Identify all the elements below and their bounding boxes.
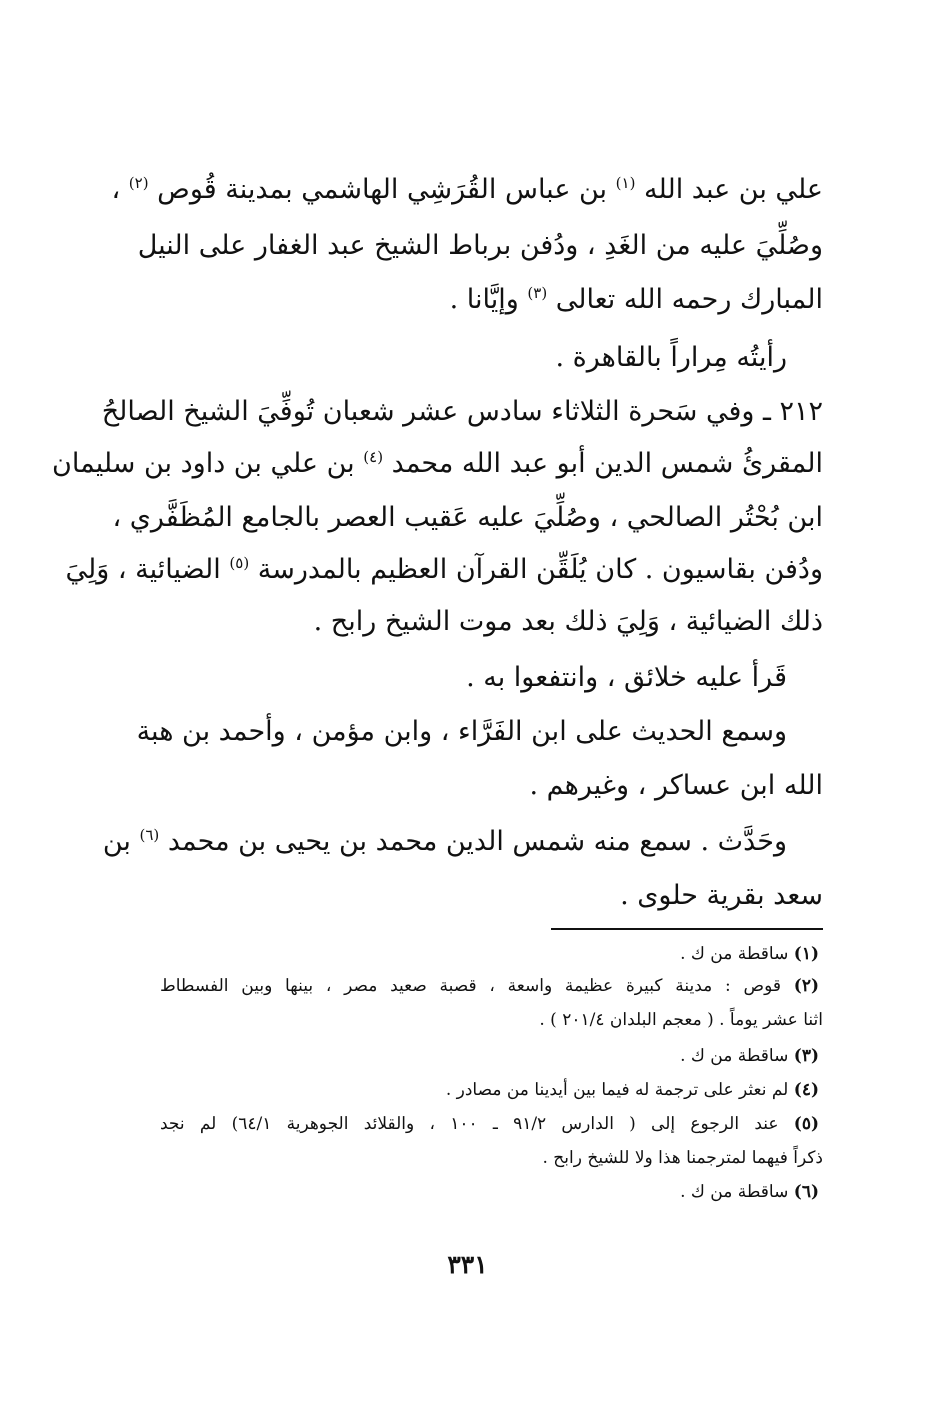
body-line-6-part-b: بن علي بن داود بن سليمان: [52, 448, 355, 479]
footnote-4-text: لم نعثر على ترجمة له فيما بين أيدينا من مصادر .: [445, 1080, 789, 1100]
footnote-1-text: ساقطة من ك .: [680, 944, 789, 964]
footnote-3: [160, 1042, 819, 1072]
body-line-12-text: الله ابن عساكر ، وغيرهم .: [529, 770, 823, 801]
entry-212-line-1: ٢١٢ ـ وفي سَحرة الثلاثاء سادس عشر شعبان تُوفِّيَ الشيخ الصالحُ: [101, 396, 823, 427]
page-number: ٣٣١: [447, 1250, 488, 1279]
body-line-6-part-a: المقرئُ شمس الدين أبو عبد الله محمد: [391, 448, 823, 479]
body-line-1-part-b: بن عباس القُرَشِي الهاشمي بمدينة قُوص: [157, 174, 608, 205]
body-line-2-text: وصُلِّيَ عليه من الغَدِ ، ودُفن برباط الشيخ عبد الغفار على النيل: [137, 230, 823, 261]
footnote-6-number: (٦): [793, 1182, 819, 1202]
footnote-2: [160, 972, 819, 1002]
body-line-7-text: ابن بُحْتُر الصالحي ، وصُلِّيَ عليه عَقيب العصر بالجامع المُظَفَّري ،: [112, 502, 823, 533]
body-line-13: [102, 822, 787, 866]
footnote-ref-6: (٦): [139, 826, 160, 844]
entry-heading-212: [101, 392, 823, 436]
body-line-3-part-a: المبارك رحمه الله تعالى: [555, 284, 823, 315]
footnote-ref-3: (٣): [527, 284, 548, 302]
footnote-5-continuation-text: ذكراً فيهما لمترجمنا هذا ولا للشيخ رابح .: [542, 1148, 823, 1168]
footnote-5: [160, 1110, 819, 1140]
footnote-ref-5: (٥): [229, 554, 250, 572]
body-line-9-text: ذلك الضيائية ، وَلِيَ ذلك بعد موت الشيخ رابح .: [313, 606, 823, 637]
body-line-8-part-a: ودُفن بقاسيون . كان يُلَقِّن القرآن العظيم بالمدرسة: [257, 554, 823, 585]
body-line-10-text: قَرأ عليه خلائق ، وانتفعوا به .: [466, 662, 787, 693]
footnote-6-text: ساقطة من ك .: [680, 1182, 789, 1202]
footnote-ref-1: (١): [615, 174, 636, 192]
body-line-3: [450, 280, 823, 324]
body-line-13-part-b: بن: [102, 826, 131, 857]
body-line-7: [112, 498, 823, 542]
footnote-2-continuation-text: اثنا عشر يوماً . ( معجم البلدان ٢٠١/٤ ) .: [539, 1010, 823, 1030]
footnote-5-text: عند الرجوع إلى ( الدارس ٩١/٢ ـ ١٠٠ ، والقلائد الجوهرية ٦٤/١) لم نجد: [160, 1114, 779, 1134]
footnote-divider: [551, 928, 823, 930]
body-line-11-text: وسمع الحديث على ابن الفَرَّاء ، وابن مؤمن ، وأحمد بن هبة: [136, 716, 787, 747]
footnote-5-continuation: [160, 1144, 823, 1174]
body-line-2: [137, 226, 823, 270]
footnote-6: [160, 1178, 819, 1208]
body-line-6: [52, 444, 823, 488]
footnote-4-number: (٤): [793, 1080, 819, 1100]
body-line-14-text: سعد بقرية حلوى .: [620, 880, 823, 911]
footnote-ref-4: (٤): [363, 448, 384, 466]
footnote-2-continuation: [160, 1006, 823, 1036]
footnote-1: [160, 940, 819, 970]
body-line-3-part-b: وإيَّانا .: [449, 284, 519, 315]
body-line-13-part-a: وحَدَّث . سمع منه شمس الدين محمد بن يحيى بن محمد: [167, 826, 787, 857]
footnote-1-number: (١): [793, 944, 819, 964]
footnote-ref-2: (٢): [128, 174, 149, 192]
body-line-1: [111, 170, 823, 214]
body-line-8-part-b: الضيائية ، وَلِيَ: [65, 554, 221, 585]
footnote-3-text: ساقطة من ك .: [680, 1046, 789, 1066]
body-line-11: [136, 712, 787, 756]
body-line-1-part-a: علي بن عبد الله: [644, 174, 823, 205]
footnote-3-number: (٣): [793, 1046, 819, 1066]
footnote-2-number: (٢): [793, 976, 820, 996]
body-line-10: [466, 658, 787, 702]
body-line-8: [65, 550, 823, 594]
body-line-9: [314, 602, 823, 646]
footnote-5-number: (٥): [793, 1114, 820, 1134]
footnote-4: [160, 1076, 819, 1106]
body-line-12: [529, 766, 823, 810]
body-line-1-part-c: ،: [111, 174, 121, 205]
body-line-4-text: رأيتُه مِراراً بالقاهرة .: [555, 342, 787, 373]
footnote-2-text: قوص : مدينة كبيرة عظيمة واسعة ، قصبة صعيد مصر ، بينها وبين الفسطاط: [160, 976, 781, 996]
body-line-14: [620, 876, 823, 920]
body-line-4: [555, 338, 787, 382]
